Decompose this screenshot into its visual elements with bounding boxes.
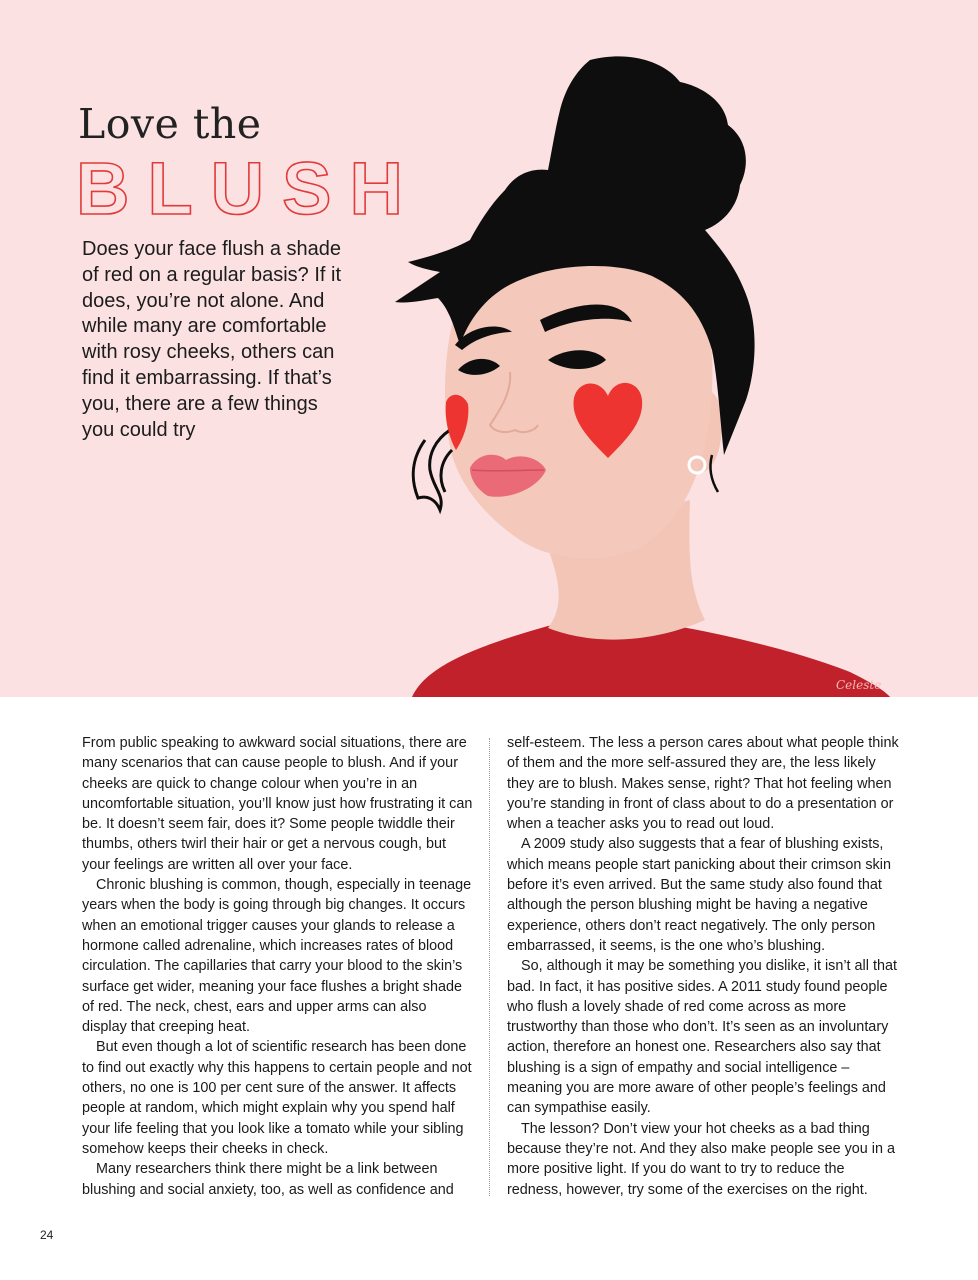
title-main: BLUSH <box>76 147 421 230</box>
paragraph: Many researchers think there might be a link between blushing and social anxiety, too, as well as confidence and <box>82 1161 454 1198</box>
page-number: 24 <box>40 1228 54 1242</box>
artist-signature: Celeste <box>836 678 882 692</box>
hair-strand <box>413 430 450 510</box>
paragraph: Chronic blushing is common, though, especially in teenage years when the body is going through big changes. It occurs when an emotional trigger causes your glands to release a hormone called adrenaline, which increases rates of blood circulation. The capillaries that carry your blood to the skin’s surface get wider, meaning your face flushes a bright shade of red. The neck, chest, ears and upper arms can also display that creeping heat. <box>82 877 472 1036</box>
paragraph: A 2009 study also suggests that a fear of blushing exists, which means people start panicking about their crimson skin before it’s even arrived. But the same study also found that although the person blushing might be having a negative experience, others don’t react negatively. The only person embarrassed, it seems, is the one who’s blushing. <box>507 836 891 954</box>
woman-illustration <box>380 40 978 697</box>
paragraph: The lesson? Don’t view your hot cheeks as a bad thing because they’re not. And they also make people see you in a more positive light. If you do want to try to reduce the redness, however, try some of the exercises on the right. <box>507 1120 896 1198</box>
paragraph: From public speaking to awkward social situations, there are many scenarios that can cause people to blush. And if your cheeks are quick to change colour when you’re in an uncomfortable situation, you’ll know just how frustrating it can be. It doesn’t seem fair, does it? Some people twiddle their thumbs, others twirl their hair or get a nervous cough, but your feelings are written all over your face. <box>82 735 473 873</box>
paragraph: But even though a lot of scientific research has been done to find out exactly why this happens to certain people and not others, no one is 100 per cent sure of the answer. It affects people at random, which might explain why you spend half your life feeling that you look like a tomato while your sibling somehow keeps their cheeks in check. <box>82 1039 472 1157</box>
article-column-right <box>507 733 899 1200</box>
column-divider <box>489 738 490 1196</box>
article-column-left <box>82 733 474 1200</box>
intro-standfirst: Does your face flush a shade of red on a regular basis? If it does, you’re not alone. And while many are comfortable with rosy cheeks, others can find it embarrassing. If that’s you, there are a few things you could try <box>82 238 342 441</box>
title-kicker: Love the <box>78 100 262 148</box>
paragraph: So, although it may be something you dislike, it isn’t all that bad. In fact, it has positive sides. A 2011 study found people who flush a lovely shade of red come across as more trustworthy than those who don’t. It’s seen as an involuntary action, therefore an honest one. Researchers also say that blushing is a sign of empathy and social intelligence – meaning you are more aware of other people’s feelings and can sympathise easily. <box>507 958 897 1117</box>
paragraph: self-esteem. The less a person cares about what people think of them and the more self-assured they are, the less likely they are to blush. Makes sense, right? That hot feeling when you’re standing in front of class about to do a presentation or when a teacher asks you to read out loud. <box>507 735 899 833</box>
